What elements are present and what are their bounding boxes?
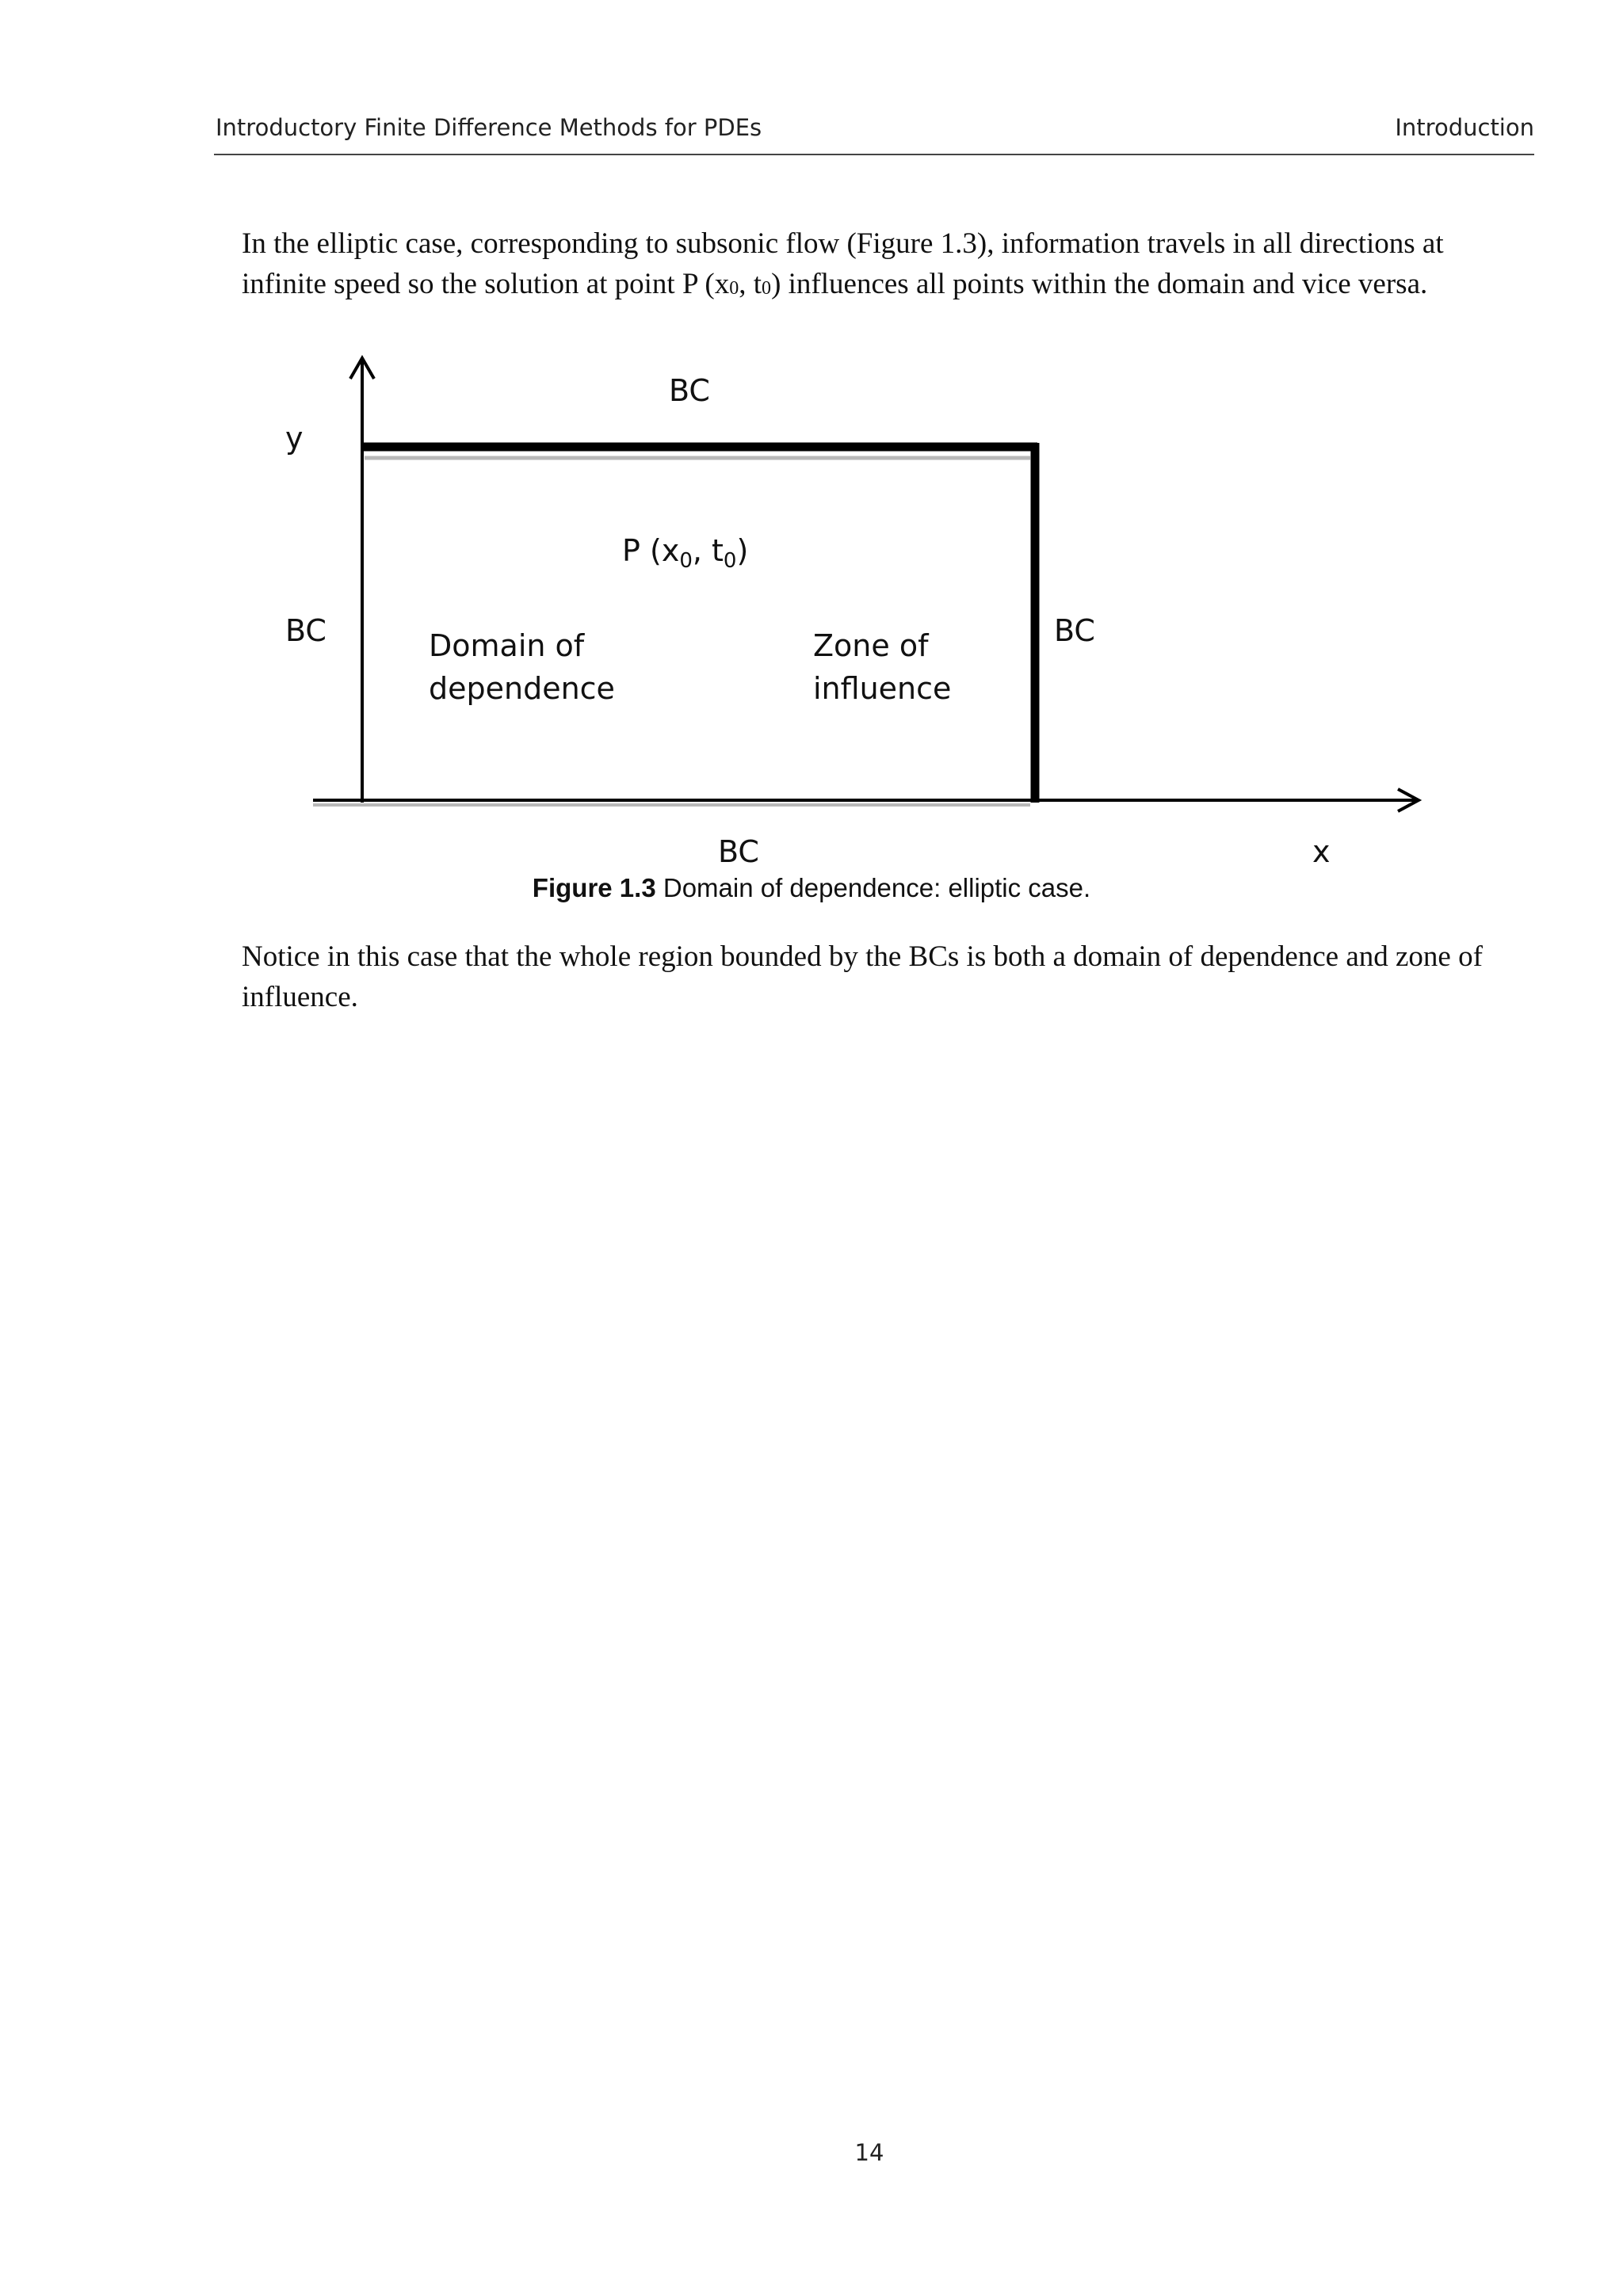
bc-label-left: BC: [285, 613, 327, 648]
point-p-sub-t: 0: [723, 549, 737, 573]
figure-caption-label: Figure 1.3: [532, 873, 656, 902]
paragraph-intro-end: ) influences all points within the domain and vice versa.: [771, 268, 1428, 300]
paragraph-intro-mid: , t: [739, 268, 762, 300]
bc-label-right: BC: [1054, 613, 1095, 648]
paragraph-intro-text: In the elliptic case, corresponding to subsonic flow (Figure 1.3), information travels in all directions at infinite speed so the solution at point P (x: [242, 227, 1444, 300]
running-header-title: Introductory Finite Difference Methods for PDEs: [216, 114, 762, 141]
y-axis-label: y: [285, 421, 304, 456]
point-p-sub-x: 0: [679, 549, 693, 573]
x-axis-label: x: [1312, 834, 1331, 869]
figure-caption: [0, 873, 1623, 903]
figure-caption-text: Domain of dependence: elliptic case.: [655, 873, 1091, 902]
point-p-label: [622, 533, 748, 573]
zone-label-line2: influence: [813, 671, 952, 706]
point-p-prefix: P (x: [622, 533, 680, 568]
domain-label-line1: Domain of: [429, 628, 585, 663]
page-number: 14: [854, 2139, 884, 2166]
bc-label-top: BC: [669, 373, 710, 408]
subscript-t0: 0: [762, 278, 772, 299]
subscript-x0: 0: [729, 278, 739, 299]
point-p-mid: , t: [692, 533, 724, 568]
paragraph-notice: Notice in this case that the whole region bounded by the BCs is both a domain of dependence and zone of influence.: [242, 940, 1483, 1013]
zone-label-line1: Zone of: [813, 628, 929, 663]
elliptic-domain-figure: [0, 0, 1623, 935]
domain-label-line2: dependence: [429, 671, 615, 706]
point-p-suffix: ): [736, 533, 749, 568]
bc-label-bottom: BC: [718, 834, 759, 869]
running-header-section: Introduction: [1395, 114, 1534, 141]
